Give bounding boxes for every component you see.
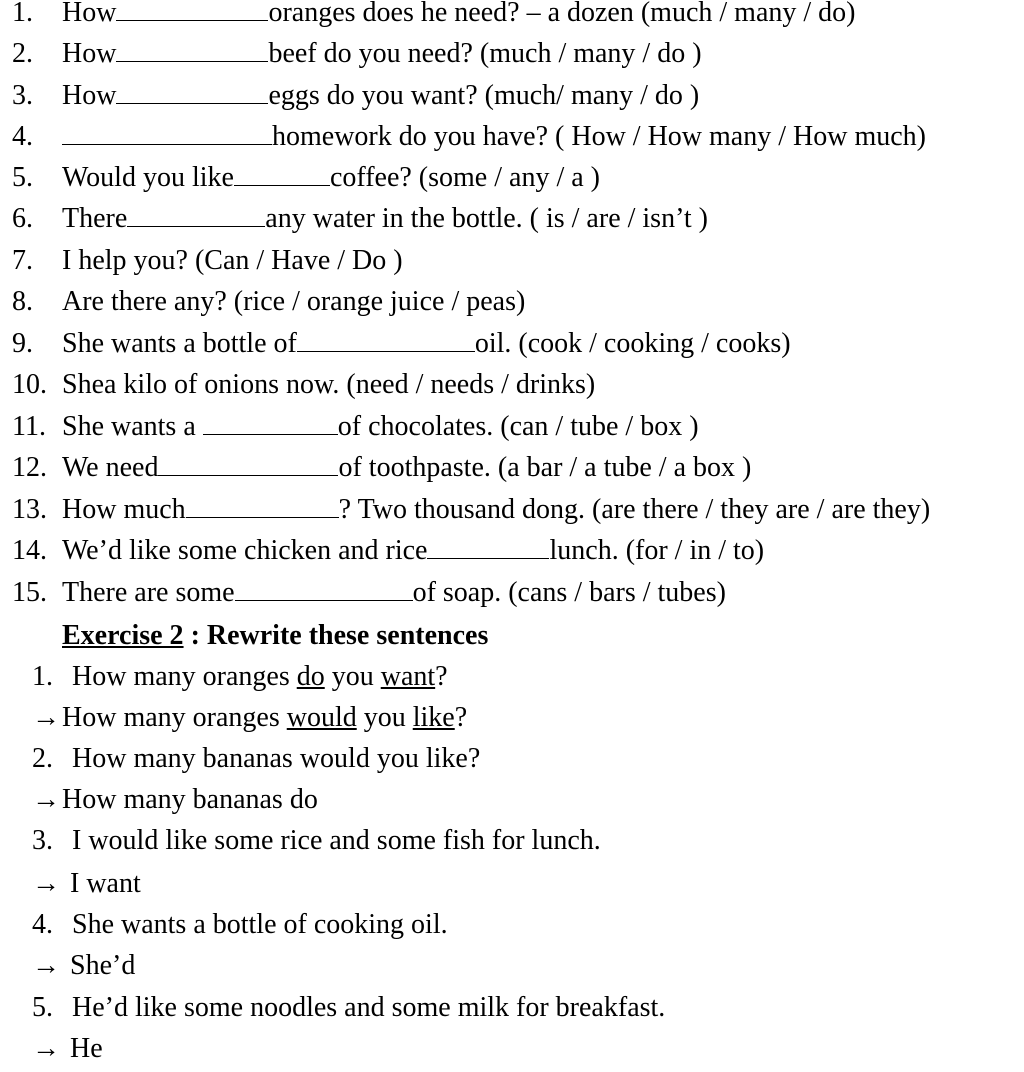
item-text-before: She wants a bottle of bbox=[62, 328, 297, 359]
item-text: Shea kilo of onions now. (need / needs / drinks) bbox=[62, 369, 596, 400]
answer-text: ? bbox=[454, 702, 468, 733]
item-text-before: We’d like some chicken and rice bbox=[62, 535, 428, 566]
answer-text: How many bananas do bbox=[62, 784, 318, 815]
answer-blank[interactable] bbox=[186, 493, 339, 518]
item-text-after: coffee? (some / any / a ) bbox=[329, 162, 600, 193]
exercise2-heading-rest: : Rewrite these sentences bbox=[183, 620, 489, 651]
item-number: 9. bbox=[12, 328, 33, 359]
item-text-before: How much bbox=[62, 494, 186, 525]
item-number: 12. bbox=[12, 452, 47, 483]
item-text-before: How bbox=[62, 0, 117, 28]
answer-text: He bbox=[70, 1033, 103, 1064]
item-number: 2. bbox=[12, 38, 33, 69]
item-text-after: of chocolates. (can / tube / box ) bbox=[337, 411, 699, 442]
item-text-after: of toothpaste. (a bar / a tube / a box ) bbox=[338, 452, 752, 483]
answer-text: How many oranges bbox=[62, 702, 287, 733]
right-arrow-icon: → bbox=[32, 950, 60, 981]
item-text-after: any water in the bottle. ( is / are / isn’t ) bbox=[265, 203, 708, 234]
question-text: I would like some rice and some fish for lunch. bbox=[72, 825, 601, 856]
item-number: 13. bbox=[12, 494, 47, 525]
item-number: 4. bbox=[12, 121, 33, 152]
answer-text: I want bbox=[70, 868, 141, 899]
item-number: 6. bbox=[12, 203, 33, 234]
item-text-after: of soap. (cans / bars / tubes) bbox=[412, 577, 726, 608]
underlined-word: like bbox=[412, 702, 455, 733]
item-number: 11. bbox=[12, 411, 46, 442]
item-text: Are there any? (rice / orange juice / peas) bbox=[62, 286, 526, 317]
answer-blank[interactable] bbox=[235, 576, 413, 601]
item-text-after: oil. (cook / cooking / cooks) bbox=[474, 328, 791, 359]
question-number: 4. bbox=[32, 909, 53, 940]
answer-blank[interactable] bbox=[62, 120, 272, 145]
question-text: How many bananas would you like? bbox=[72, 743, 481, 774]
right-arrow-icon: → bbox=[32, 1033, 60, 1064]
answer-blank[interactable] bbox=[297, 327, 475, 352]
right-arrow-icon: → bbox=[32, 868, 60, 899]
answer-text: She’d bbox=[70, 950, 136, 981]
answer-blank[interactable] bbox=[158, 451, 338, 476]
item-text-before: She wants a bbox=[62, 411, 203, 442]
item-text-before: There bbox=[62, 203, 128, 234]
item-text-before: There are some bbox=[62, 577, 235, 608]
question-text: How many oranges bbox=[72, 661, 297, 692]
item-text: I help you? (Can / Have / Do ) bbox=[62, 245, 403, 276]
question-number: 2. bbox=[32, 743, 53, 774]
item-number: 5. bbox=[12, 162, 33, 193]
item-number: 7. bbox=[12, 245, 33, 276]
item-text-after: oranges does he need? – a dozen (much / many / do) bbox=[268, 0, 856, 28]
right-arrow-icon: → bbox=[32, 784, 60, 815]
item-text-before: Would you like bbox=[62, 162, 234, 193]
item-text-after: eggs do you want? (much/ many / do ) bbox=[268, 80, 700, 111]
question-text: She wants a bottle of cooking oil. bbox=[72, 909, 448, 940]
item-number: 8. bbox=[12, 286, 33, 317]
question-text: ? bbox=[435, 661, 448, 692]
item-number: 3. bbox=[12, 80, 33, 111]
underlined-word: would bbox=[286, 702, 357, 733]
answer-blank[interactable] bbox=[116, 37, 268, 62]
item-text-before: We need bbox=[62, 452, 159, 483]
exercise2-heading-label: Exercise 2 bbox=[62, 620, 184, 651]
item-number: 10. bbox=[12, 369, 47, 400]
answer-blank[interactable] bbox=[427, 534, 549, 559]
answer-blank[interactable] bbox=[203, 410, 338, 435]
answer-text: you bbox=[356, 702, 413, 733]
item-text-after: lunch. (for / in / to) bbox=[549, 535, 765, 566]
item-number: 1. bbox=[12, 0, 33, 28]
answer-blank[interactable] bbox=[116, 0, 268, 21]
item-number: 15. bbox=[12, 577, 47, 608]
underlined-word: want bbox=[380, 661, 436, 692]
item-text-before: How bbox=[62, 80, 117, 111]
underlined-word: do bbox=[296, 661, 325, 692]
answer-blank[interactable] bbox=[127, 202, 265, 227]
question-number: 5. bbox=[32, 992, 53, 1023]
question-text: He’d like some noodles and some milk for breakfast. bbox=[72, 992, 666, 1023]
item-text-before: How bbox=[62, 38, 117, 69]
question-number: 3. bbox=[32, 825, 53, 856]
question-text: you bbox=[324, 661, 381, 692]
exercise2-heading bbox=[62, 616, 488, 656]
right-arrow-icon: → bbox=[32, 702, 60, 733]
item-text-after: beef do you need? (much / many / do ) bbox=[268, 38, 702, 69]
item-text-after: homework do you have? ( How / How many / How much) bbox=[272, 121, 926, 152]
answer-blank[interactable] bbox=[116, 79, 268, 104]
item-number: 14. bbox=[12, 535, 47, 566]
question-number: 1. bbox=[32, 661, 53, 692]
answer-blank[interactable] bbox=[234, 161, 330, 186]
item-text-after: ? Two thousand dong. (are there / they are / are they) bbox=[338, 494, 931, 525]
